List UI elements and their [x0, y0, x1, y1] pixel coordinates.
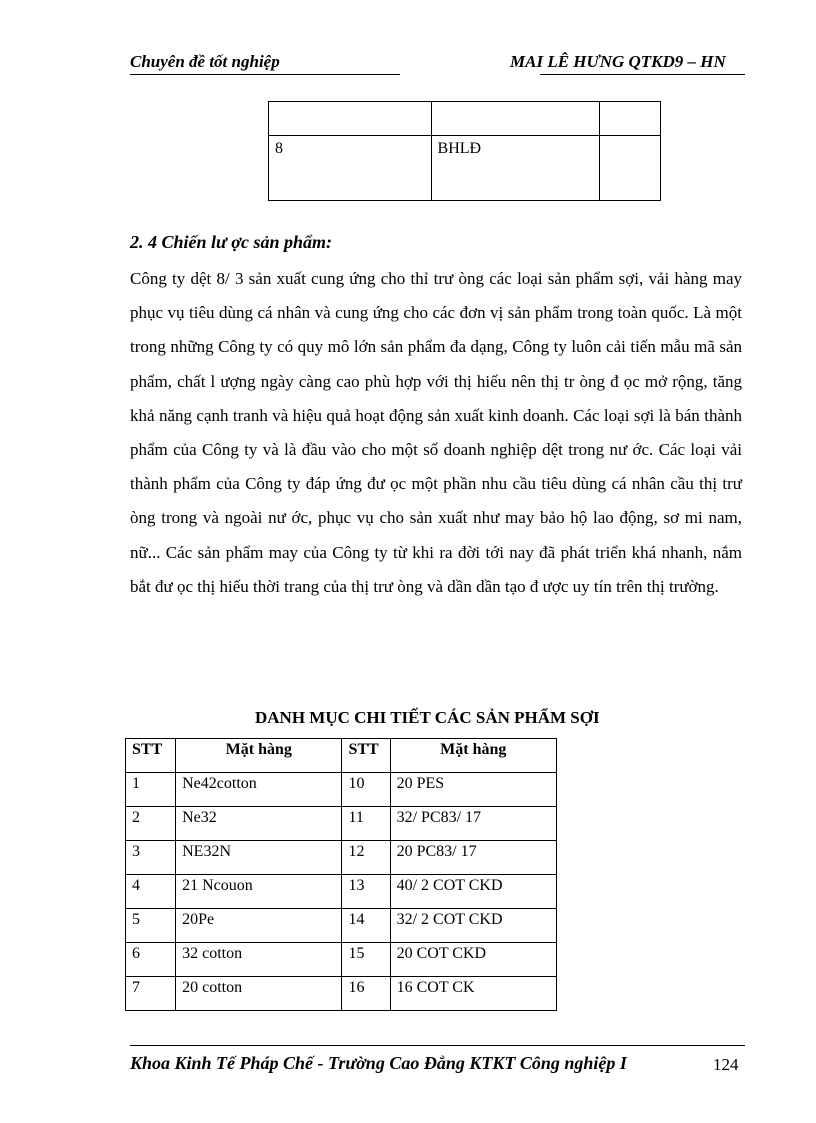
page-footer: Khoa Kinh Tế Pháp Chế - Trường Cao Đẳng KTKT Công nghiệp I — [130, 1053, 627, 1073]
table-row — [269, 102, 661, 136]
column-header-item: Mặt hàng — [176, 739, 342, 773]
table-cell: 12 — [342, 841, 390, 875]
header-left: Chuyên đề tốt nghiệp — [130, 52, 280, 71]
table-cell: 16 — [342, 977, 390, 1011]
continued-table — [268, 101, 661, 201]
column-header-stt: STT — [342, 739, 390, 773]
header-rule-right — [540, 74, 745, 75]
table-cell: Ne32 — [176, 807, 342, 841]
table-cell: 20 COT CKD — [390, 943, 556, 977]
table-cell: 11 — [342, 807, 390, 841]
table-row — [126, 773, 557, 807]
table-row — [126, 943, 557, 977]
table-cell: 40/ 2 COT CKD — [390, 875, 556, 909]
header-rule-left — [130, 74, 400, 75]
header-right: MAI LÊ HƯNG QTKD9 – HN — [510, 52, 726, 71]
table-cell: NE32N — [176, 841, 342, 875]
table-cell: 32 cotton — [176, 943, 342, 977]
table-cell: 14 — [342, 909, 390, 943]
table-cell: 32/ 2 COT CKD — [390, 909, 556, 943]
table-row — [269, 136, 661, 201]
table-cell: 5 — [126, 909, 176, 943]
table-header-row — [126, 739, 557, 773]
table-cell: 15 — [342, 943, 390, 977]
table-cell: 21 Ncouon — [176, 875, 342, 909]
body-paragraph: Công ty dệt 8/ 3 sản xuất cung ứng cho thỉ trư òng các loại sản phẩm sợi, vải hàng may phục vụ tiêu dùng cá nhân và cung ứng cho các đơn vị sản phẩm trong toàn quốc. Là một trong những Công ty có quy mô lớn sản phẩm đa dạng, Công ty luôn cải tiến mẫu mã sản phẩm, chất l ượng ngày càng cao phù hợp với thị hiếu nên thị tr òng đ ọc mở rộng, tăng khả năng cạnh tranh và hiệu quả hoạt động sản xuất kinh doanh. Các loại sợi là bán thành phẩm của Công ty và là đầu vào cho một số doanh nghiệp dệt trong nư ớc. Các loại vải thành phẩm của Công ty đáp ứng đư ọc một phần nhu cầu tiêu dùng cá nhân cầu thị trư òng trong và ngoài nư ớc, phục vụ cho sản xuất như may bảo hộ lao động, sơ mi nam, nữ... Các sản phẩm may của Công ty từ khi ra đời tới nay đã phát triển khá nhanh, nắm bắt đư ọc thị hiếu thời trang của thị trư òng và dần dần tạo đ ược uy tín trên thị trường. — [130, 269, 742, 596]
column-header-stt: STT — [126, 739, 176, 773]
table-row — [126, 909, 557, 943]
table-cell: 13 — [342, 875, 390, 909]
page-number: 124 — [713, 1055, 739, 1074]
table-title: DANH MỤC CHI TIẾT CÁC SẢN PHẨM SỢI — [255, 708, 600, 727]
table-cell: Ne42cotton — [176, 773, 342, 807]
table-cell — [600, 136, 661, 201]
table-cell: 32/ PC83/ 17 — [390, 807, 556, 841]
table-cell: 20 cotton — [176, 977, 342, 1011]
table-cell: 16 COT CK — [390, 977, 556, 1011]
section-title: 2. 4 Chiến lư ợc sản phẩm: — [130, 232, 332, 252]
table-row — [126, 841, 557, 875]
table-cell: 10 — [342, 773, 390, 807]
table-cell: 20Pe — [176, 909, 342, 943]
table-cell: 20 PC83/ 17 — [390, 841, 556, 875]
table-cell: 20 PES — [390, 773, 556, 807]
column-header-item: Mặt hàng — [390, 739, 556, 773]
table-cell — [269, 102, 432, 136]
table-cell: 7 — [126, 977, 176, 1011]
table-cell — [600, 102, 661, 136]
table-row — [126, 977, 557, 1011]
table-row — [126, 807, 557, 841]
table-cell: 3 — [126, 841, 176, 875]
footer-rule — [130, 1045, 745, 1046]
page-header — [130, 50, 745, 74]
product-table — [125, 738, 557, 1011]
table-row — [126, 875, 557, 909]
table-cell: 8 — [269, 136, 432, 201]
table-cell — [431, 102, 600, 136]
table-cell: 1 — [126, 773, 176, 807]
table-cell: 6 — [126, 943, 176, 977]
table-cell: 2 — [126, 807, 176, 841]
table-cell: BHLĐ — [431, 136, 600, 201]
table-cell: 4 — [126, 875, 176, 909]
